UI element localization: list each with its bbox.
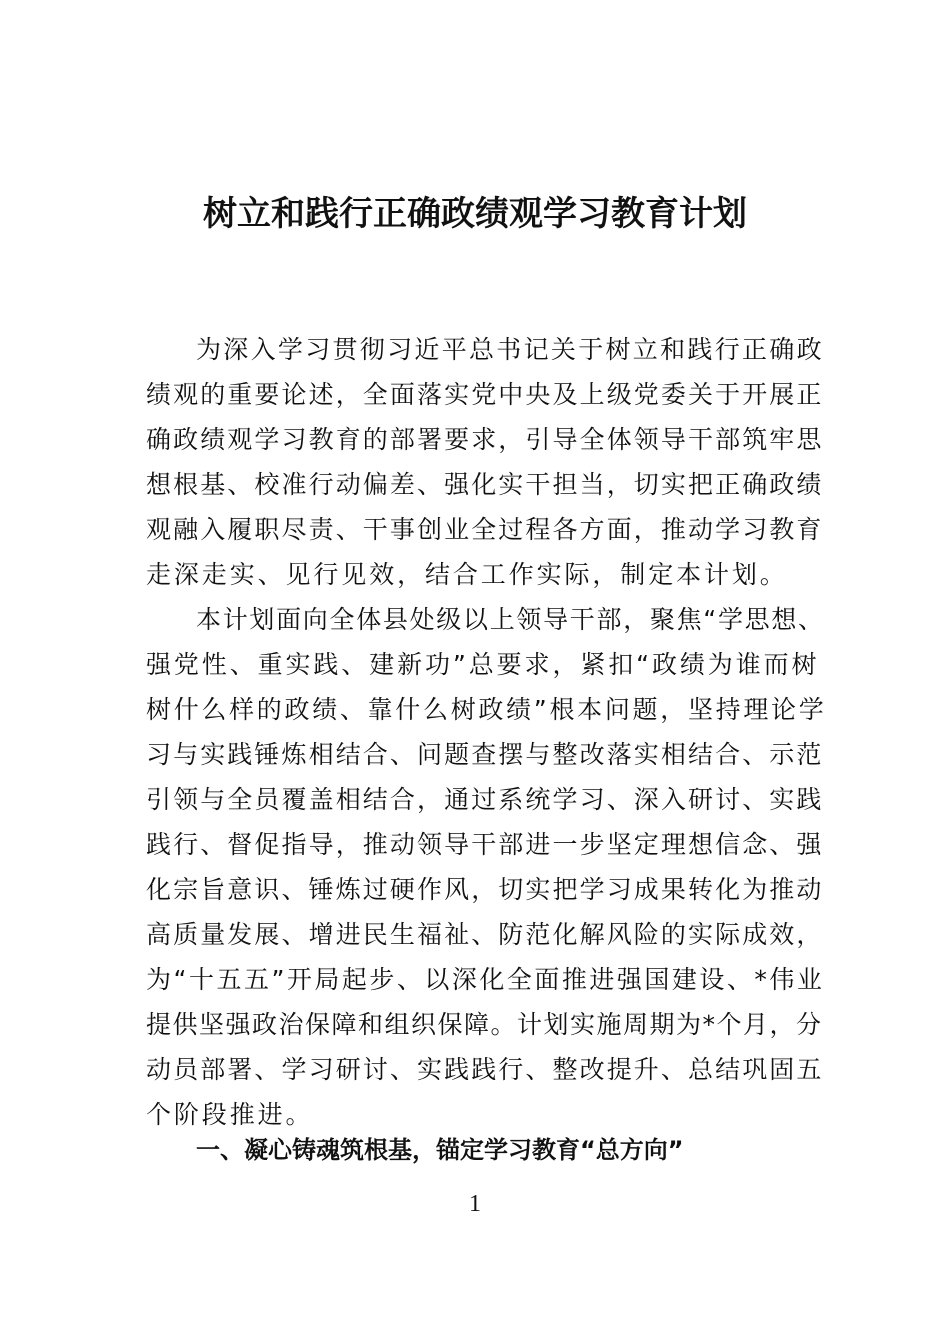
- paragraph-line: 确政绩观学习教育的部署要求，引导全体领导干部筑牢思: [146, 425, 824, 454]
- paragraph-2: [146, 597, 827, 1137]
- paragraph-line: 绩观的重要论述，全面落实党中央及上级党委关于开展正: [146, 380, 824, 409]
- paragraph-line: 走深走实、见行见效，结合工作实际，制定本计划。: [146, 560, 788, 589]
- paragraph-line: 引领与全员覆盖相结合，通过系统学习、深入研讨、实践: [146, 785, 824, 814]
- section-heading: 一、凝心铸魂筑根基，锚定学习教育“总方向”: [196, 1136, 684, 1164]
- paragraph-line: 习与实践锤炼相结合、问题查摆与整改落实相结合、示范: [146, 740, 824, 769]
- paragraph-line: 践行、督促指导，推动领导干部进一步坚定理想信念、强: [146, 830, 824, 859]
- paragraph-line: 化宗旨意识、锤炼过硬作风，切实把学习成果转化为推动: [146, 875, 824, 904]
- paragraph-line: 强党性、重实践、建新功”总要求，紧扣“政绩为谁而树: [146, 650, 820, 679]
- paragraph-line: 动员部署、学习研讨、实践践行、整改提升、总结巩固五: [146, 1055, 824, 1084]
- paragraph-line: 个阶段推进。: [146, 1100, 314, 1129]
- paragraph-line: 本计划面向全体县处级以上领导干部，聚焦“学思想、: [196, 605, 825, 634]
- paragraph-line: 为深入学习贯彻习近平总书记关于树立和践行正确政: [196, 335, 824, 364]
- paragraph-line: 提供坚强政治保障和组织保障。计划实施周期为*个月，分: [146, 1010, 823, 1039]
- paragraph-line: 树什么样的政绩、靠什么树政绩”根本问题，坚持理论学: [146, 695, 827, 724]
- paragraph-line: 想根基、校准行动偏差、强化实干担当，切实把正确政绩: [146, 470, 824, 499]
- paragraph-line: 为“十五五”开局起步、以深化全面推进强国建设、*伟业: [146, 965, 825, 994]
- paragraph-line: 高质量发展、增进民生福祉、防范化解风险的实际成效，: [146, 920, 824, 949]
- paragraph-line: 观融入履职尽责、干事创业全过程各方面，推动学习教育: [146, 515, 824, 544]
- document-title: 树立和践行正确政绩观学习教育计划: [203, 194, 747, 234]
- paragraph-1: [146, 327, 824, 597]
- page-number: 1: [469, 1191, 481, 1217]
